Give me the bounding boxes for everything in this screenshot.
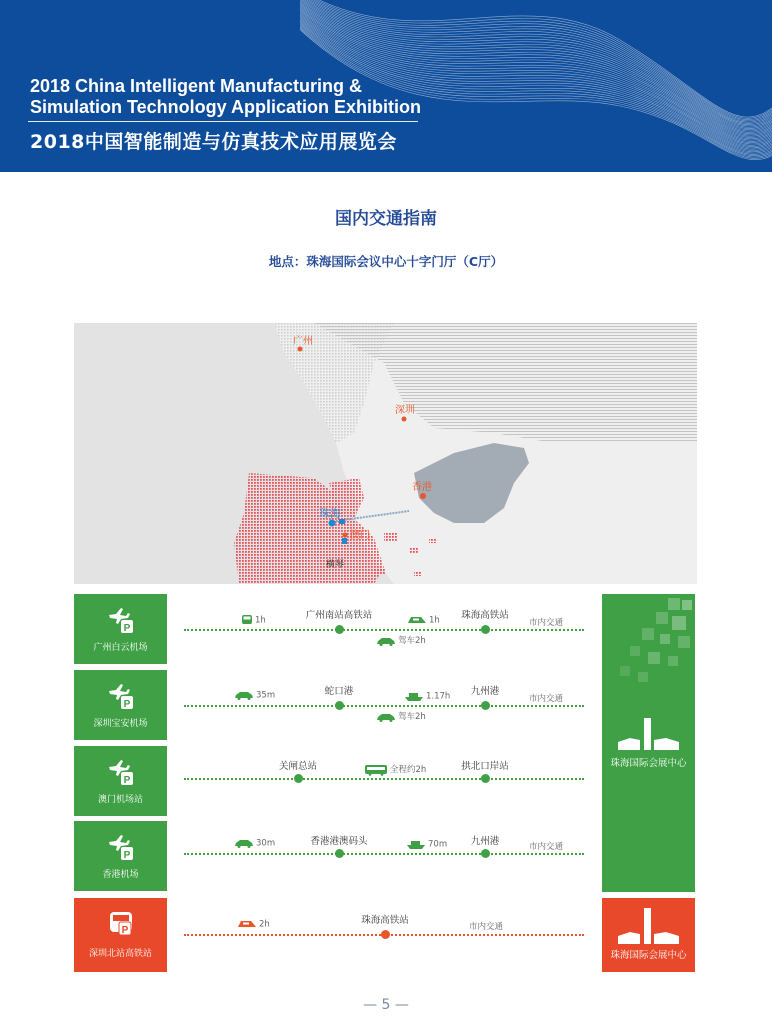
route-dotted-line <box>184 705 584 707</box>
map-graphic <box>74 323 697 584</box>
route-line <box>184 746 584 816</box>
label-hongkong: 香港 <box>412 482 432 493</box>
ship-icon <box>404 690 424 702</box>
leg1-mode <box>237 918 270 930</box>
leg2-time: 1.17h <box>426 691 451 702</box>
train-icon <box>407 614 427 626</box>
airport-parking-icon <box>107 833 135 861</box>
route-node <box>335 625 344 634</box>
label-hengqin: 横琴 <box>326 560 345 570</box>
origin-tile <box>74 821 167 891</box>
local-transport: 市内交通 <box>529 694 564 704</box>
exhibition-center-icon <box>616 906 681 946</box>
route-stop-1: 关闸总站 <box>278 761 318 772</box>
leg1-mode <box>234 690 275 701</box>
exhibition-title-en <box>30 76 430 118</box>
route-stop-1: 蛇口港 <box>324 686 354 697</box>
route-line <box>184 821 584 891</box>
route-dotted-line <box>184 629 584 631</box>
title-divider <box>28 121 418 122</box>
svg-text:P: P <box>123 850 131 861</box>
local-transport: 市内交通 <box>469 922 504 932</box>
route-stop-1: 香港港澳码头 <box>310 836 368 847</box>
origin-label: 深圳北站高铁站 <box>88 949 152 959</box>
route-line <box>184 898 584 968</box>
marker-macau-area <box>342 538 347 544</box>
route-node <box>381 930 390 939</box>
leg1-time: 1h <box>255 615 266 626</box>
leg1-time: 35m <box>256 690 276 701</box>
leg1-mode <box>241 614 266 626</box>
marker-shenzhen <box>402 417 407 422</box>
destination-tile-green <box>602 594 695 892</box>
leg2-time: 1h <box>429 615 440 626</box>
origin-tile <box>74 594 167 664</box>
local-transport: 市内交通 <box>529 842 564 852</box>
map-shenzhen-area <box>314 323 697 443</box>
leg1-time: 30m <box>256 838 276 849</box>
leg1-mode <box>234 838 275 849</box>
destination-label: 珠海国际会展中心 <box>610 758 687 769</box>
origin-tile <box>74 898 167 972</box>
leg2-mode <box>406 838 447 850</box>
route-stop-2: 拱北口岸站 <box>461 761 509 772</box>
origin-label: 广州白云机场 <box>93 643 148 653</box>
label-shenzhen: 深圳 <box>395 405 415 416</box>
alt-mode <box>376 710 426 722</box>
route-line <box>184 670 584 740</box>
rail-parking-icon <box>107 910 135 938</box>
route-node <box>294 774 303 783</box>
ship-icon <box>406 838 426 850</box>
page-number: — 5 — <box>363 997 409 1013</box>
alt-text: 驾车2h <box>398 712 426 722</box>
route-node <box>481 701 490 710</box>
svg-text:P: P <box>121 925 129 936</box>
exhibition-title-cn: 2018中国智能制造与仿真技术应用展览会 <box>30 131 397 153</box>
destination-label: 珠海国际会展中心 <box>610 950 687 961</box>
route-stop-2: 九州港 <box>470 836 500 847</box>
route-stop-2: 九州港 <box>470 686 500 697</box>
route-node <box>481 774 490 783</box>
svg-text:P: P <box>123 699 131 710</box>
marker-macau <box>343 533 348 538</box>
title-en-line-1: 2018 China Intelligent Manufacturing & <box>30 76 363 96</box>
route-node <box>335 849 344 858</box>
title-en-line-2: Simulation Technology Application Exhibition <box>30 97 421 117</box>
leg2-time: 全程约2h <box>390 765 427 775</box>
bus-icon <box>241 614 253 626</box>
origin-tile <box>74 746 167 816</box>
destination-tile-red <box>602 898 695 972</box>
route-line <box>184 594 584 664</box>
label-guangzhou: 广州 <box>293 336 313 347</box>
route-dotted-line <box>184 853 584 855</box>
svg-text:P: P <box>123 775 131 786</box>
airport-parking-icon <box>107 606 135 634</box>
route-stop-1: 广州南站高铁站 <box>305 610 373 621</box>
airport-parking-icon <box>107 682 135 710</box>
route-node <box>481 849 490 858</box>
leg2-mode <box>364 763 426 776</box>
venue-location: 地点：珠海国际会议中心十字门厅（C厅） <box>268 254 504 269</box>
alt-text: 驾车2h <box>398 636 426 646</box>
label-macau: 澳门 <box>350 530 370 541</box>
marker-hongkong <box>420 493 426 499</box>
route-node <box>481 625 490 634</box>
origin-label: 深圳宝安机场 <box>93 719 148 729</box>
route-stop-1: 珠海高铁站 <box>361 915 409 926</box>
leg2-mode <box>407 614 440 626</box>
car-icon <box>234 838 254 848</box>
origin-tile <box>74 670 167 740</box>
alt-mode <box>376 634 426 646</box>
leg2-mode <box>404 690 450 702</box>
marker-guangzhou <box>298 347 303 352</box>
local-transport: 市内交通 <box>529 618 564 628</box>
car-icon <box>234 690 254 700</box>
origin-label: 香港机场 <box>102 870 139 880</box>
airport-parking-icon <box>107 758 135 786</box>
origin-label: 澳门机场站 <box>97 795 143 805</box>
route-stop-2: 珠海高铁站 <box>461 610 509 621</box>
label-zhuhai: 珠海 <box>319 507 341 520</box>
car-icon <box>376 712 396 722</box>
header-banner <box>0 0 772 172</box>
route-dotted-line <box>184 778 584 780</box>
route-node <box>335 701 344 710</box>
leg1-time: 2h <box>259 919 270 930</box>
region-map <box>74 323 697 584</box>
svg-text:P: P <box>123 623 131 634</box>
train-icon <box>237 918 257 930</box>
coach-icon <box>364 764 388 776</box>
leg2-time: 70m <box>428 839 448 850</box>
exhibition-center-icon <box>616 716 681 752</box>
car-icon <box>376 636 396 646</box>
page-heading: 国内交通指南 <box>335 209 437 229</box>
